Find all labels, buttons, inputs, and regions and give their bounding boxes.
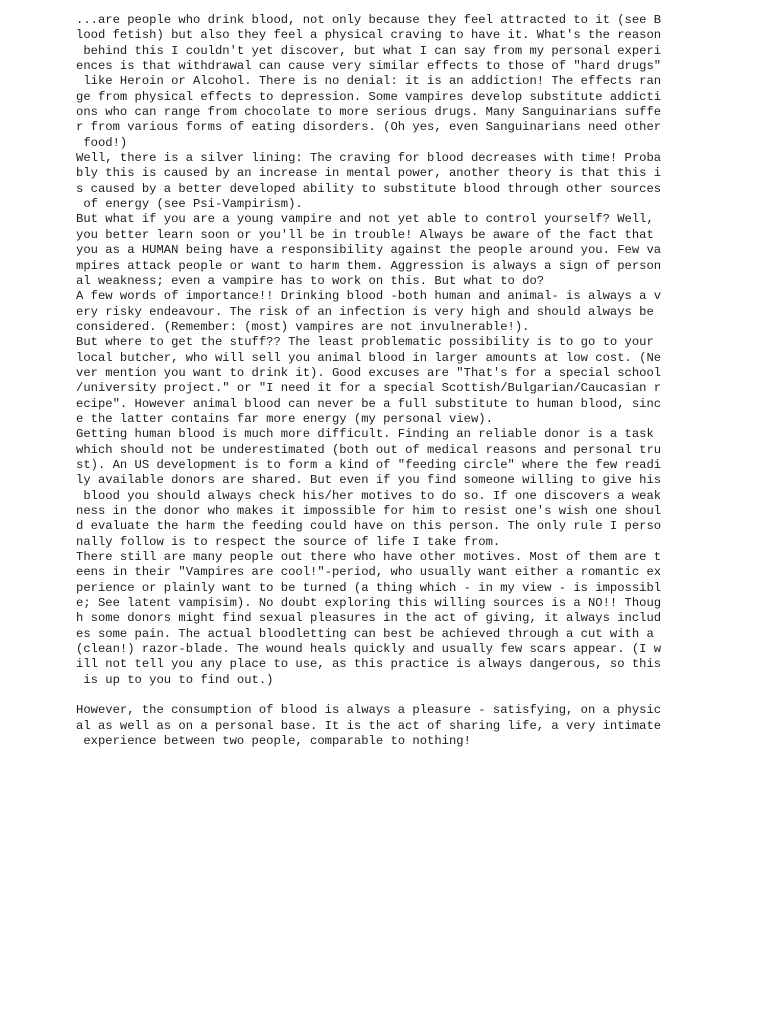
text-line: But what if you are a young vampire and not yet able to control yourself? Well, bbox=[76, 212, 654, 227]
text-line: ly available donors are shared. But even if you find someone willing to give his bbox=[76, 473, 662, 488]
text-line: st). An US development is to form a kind of "feeding circle" where the few readi bbox=[76, 457, 662, 472]
text-line: ons who can range from chocolate to more serious drugs. Many Sanguinarians suffe bbox=[76, 105, 662, 120]
document-body bbox=[76, 13, 676, 750]
text-line: ences is that withdrawal can cause very similar effects to those of "hard drugs" bbox=[76, 59, 662, 74]
text-line: like Heroin or Alcohol. There is no denial: it is an addiction! The effects ran bbox=[76, 74, 662, 89]
text-line: However, the consumption of blood is always a pleasure - satisfying, on a physic bbox=[76, 703, 662, 718]
text-line: considered. (Remember: (most) vampires are not invulnerable!). bbox=[76, 319, 530, 334]
text-line: r from various forms of eating disorders. (Oh yes, even Sanguinarians need other bbox=[76, 120, 662, 135]
text-line: h some donors might find sexual pleasures in the act of giving, it always includ bbox=[76, 611, 662, 626]
text-line: lood fetish) but also they feel a physical craving to have it. What's the reason bbox=[76, 28, 662, 43]
text-line: Getting human blood is much more difficult. Finding an reliable donor is a task bbox=[76, 427, 654, 442]
text-line: A few words of importance!! Drinking blood -both human and animal- is always a v bbox=[76, 289, 662, 304]
text-line: There still are many people out there who have other motives. Most of them are t bbox=[76, 550, 662, 565]
text-line: food!) bbox=[76, 135, 128, 150]
text-line: al weakness; even a vampire has to work on this. But what to do? bbox=[76, 273, 545, 288]
text-line: al as well as on a personal base. It is the act of sharing life, a very intimate bbox=[76, 718, 662, 733]
text-line: experience between two people, comparable to nothing! bbox=[76, 734, 471, 749]
text-line: which should not be underestimated (both out of medical reasons and personal tru bbox=[76, 442, 662, 457]
text-line: d evaluate the harm the feeding could have on this person. The only rule I perso bbox=[76, 519, 662, 534]
text-line: ...are people who drink blood, not only because they feel attracted to it (see B bbox=[76, 13, 662, 27]
text-line: e; See latent vampisim). No doubt exploring this willing sources is a NO!! Thoug bbox=[76, 596, 662, 611]
text-line: nally follow is to respect the source of life I take from. bbox=[76, 534, 501, 549]
text-line: s caused by a better developed ability to substitute blood through other sources bbox=[76, 181, 662, 196]
text-line: eens in their "Vampires are cool!"-period, who usually want either a romantic ex bbox=[76, 565, 662, 580]
text-line: is up to you to find out.) bbox=[76, 672, 274, 687]
text-line: But where to get the stuff?? The least problematic possibility is to go to your bbox=[76, 335, 654, 350]
text-line: es some pain. The actual bloodletting can best be achieved through a cut with a bbox=[76, 626, 654, 641]
text-line: ill not tell you any place to use, as this practice is always dangerous, so this bbox=[76, 657, 662, 672]
text-line: perience or plainly want to be turned (a thing which - in my view - is impossibl bbox=[76, 580, 662, 595]
text-line: of energy (see Psi-Vampirism). bbox=[76, 197, 303, 212]
text-line: behind this I couldn't yet discover, but what I can say from my personal experi bbox=[76, 43, 662, 58]
text-line: ver mention you want to drink it). Good excuses are "That's for a special school bbox=[76, 365, 662, 380]
text-line: ecipe". However animal blood can never be a full substitute to human blood, sinc bbox=[76, 396, 662, 411]
text-line: you as a HUMAN being have a responsibility against the people around you. Few va bbox=[76, 243, 662, 258]
text-line: /university project." or "I need it for a special Scottish/Bulgarian/Caucasian r bbox=[76, 381, 662, 396]
text-line: you better learn soon or you'll be in trouble! Always be aware of the fact that bbox=[76, 227, 654, 242]
text-line: ge from physical effects to depression. Some vampires develop substitute addicti bbox=[76, 89, 662, 104]
text-line: ness in the donor who makes it impossible for him to resist one's wish one shoul bbox=[76, 504, 662, 518]
text-line: mpires attack people or want to harm them. Aggression is always a sign of person bbox=[76, 258, 662, 273]
text-line: (clean!) razor-blade. The wound heals quickly and usually few scars appear. (I w bbox=[76, 642, 662, 657]
text-line: local butcher, who will sell you animal blood in larger amounts at low cost. (Ne bbox=[76, 350, 662, 365]
text-line: Well, there is a silver lining: The craving for blood decreases with time! Proba bbox=[76, 151, 662, 166]
text-line: bly this is caused by an increase in mental power, another theory is that this i bbox=[76, 166, 662, 181]
text-line: blood you should always check his/her motives to do so. If one discovers a weak bbox=[76, 488, 662, 503]
blank-line bbox=[76, 688, 676, 703]
text-line: ery risky endeavour. The risk of an infection is very high and should always be bbox=[76, 304, 654, 319]
text-line: e the latter contains far more energy (my personal view). bbox=[76, 411, 493, 426]
